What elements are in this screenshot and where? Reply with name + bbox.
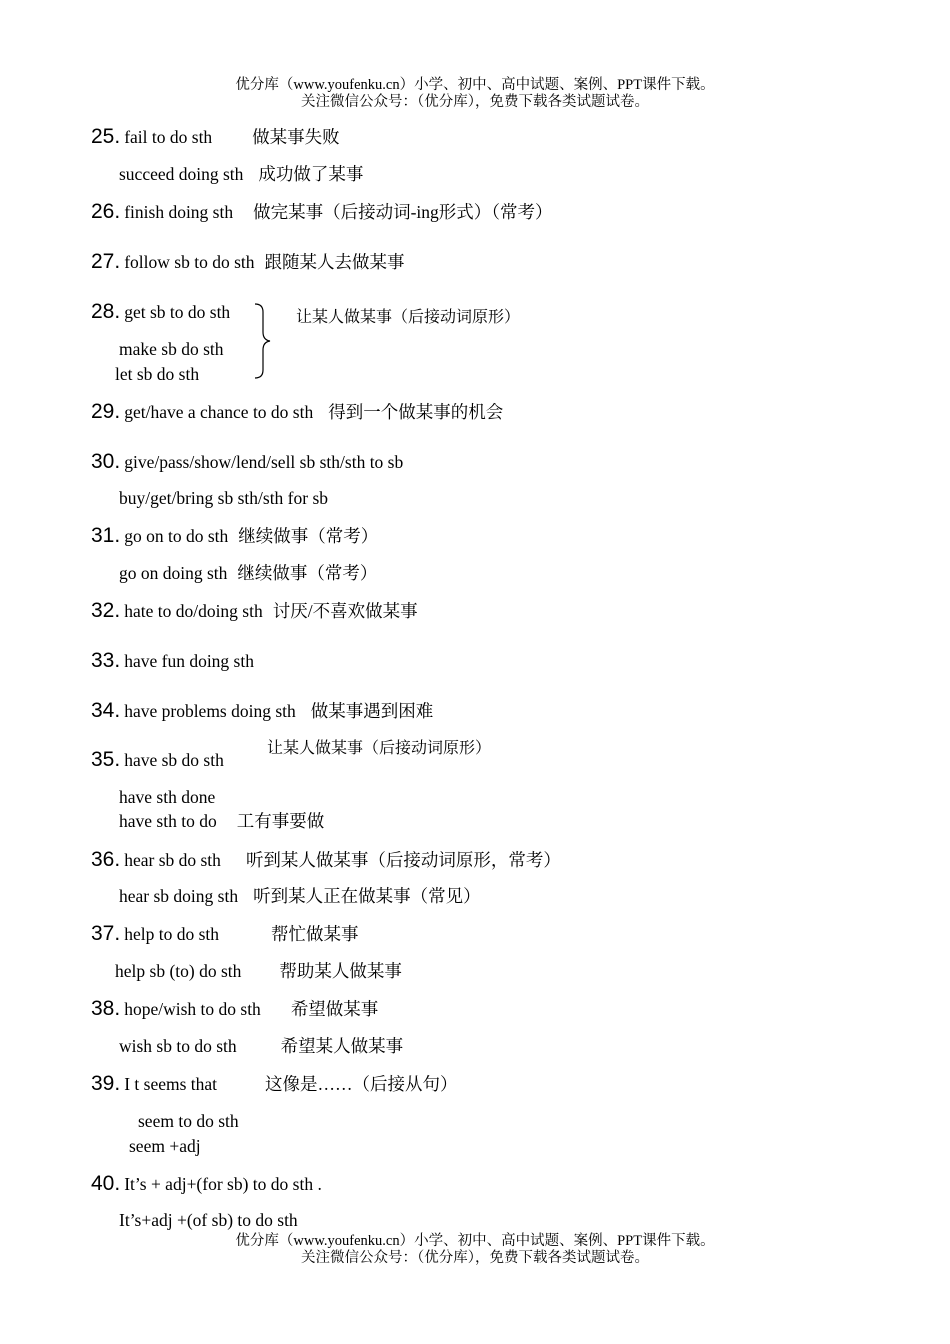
- entry-40: [91, 1173, 322, 1195]
- entry-number: 31.: [91, 524, 121, 547]
- entry-meaning: 帮忙做某事: [271, 924, 359, 944]
- entry-meaning: 做某事失败: [252, 127, 340, 147]
- footer-line-2: 关注微信公众号：（优分库），免费下载各类试题试卷。: [301, 1250, 649, 1266]
- entry-40-alt: [119, 1209, 298, 1231]
- entry-phrase: buy/get/bring sb sth/sth for sb: [119, 488, 329, 508]
- entry-number: 38.: [91, 997, 121, 1020]
- entry-33: [91, 650, 254, 672]
- entry-phrase: get/have a chance to do sth: [124, 402, 314, 422]
- entry-phrase: give/pass/show/lend/sell sb sth/sth to sb: [124, 452, 404, 472]
- entry-phrase: help to do sth: [124, 924, 219, 944]
- entry-phrase: have sth to do: [119, 811, 217, 831]
- entry-phrase: make sb do sth: [119, 339, 224, 359]
- page-header: [0, 77, 950, 111]
- entry-phrase: seem +adj: [129, 1136, 201, 1156]
- entry-26: [91, 201, 553, 223]
- footer-line-1: 优分库（www.youfenku.cn）小学、初中、高中试题、案例、PPT课件下载。: [235, 1233, 715, 1249]
- entry-phrase: go on doing sth: [119, 563, 228, 583]
- entry-phrase: have problems doing sth: [124, 701, 296, 721]
- right-brace-icon: [252, 302, 272, 380]
- entry-phrase: hear sb do sth: [124, 850, 221, 870]
- header-line-2: 关注微信公众号：（优分库），免费下载各类试题试卷。: [301, 94, 649, 110]
- header-line-1: 优分库（www.youfenku.cn）小学、初中、高中试题、案例、PPT课件下载。: [235, 77, 715, 93]
- entry-number: 29.: [91, 400, 121, 423]
- entry-36: [91, 849, 561, 871]
- entry-phrase: It’s+adj +(of sb) to do sth: [119, 1210, 298, 1230]
- entry-phrase: finish doing sth: [124, 202, 234, 222]
- entry-phrase: fail to do sth: [124, 127, 213, 147]
- entry-36-alt: [119, 885, 481, 907]
- entry-28-alt-2: [115, 363, 199, 385]
- entry-phrase: I t seems that: [124, 1074, 218, 1094]
- entry-meaning: 做完某事（后接动词-ing形式）（常考）: [253, 202, 553, 222]
- entry-35-alt-2: [119, 810, 324, 832]
- page-footer: [0, 1233, 950, 1267]
- entry-meaning: 做某事遇到困难: [310, 701, 434, 721]
- entry-meaning: 帮助某人做某事: [279, 961, 402, 981]
- entry-25-alt: [119, 163, 363, 185]
- entry-phrase: let sb do sth: [115, 364, 200, 384]
- entry-28: [91, 301, 230, 323]
- entry-phrase: hope/wish to do sth: [124, 999, 261, 1019]
- entry-30-alt: [119, 487, 328, 509]
- entry-35-alt-1: [119, 786, 215, 808]
- entry-38: [91, 998, 378, 1020]
- entry-phrase: have fun doing sth: [124, 651, 254, 671]
- entry-27: [91, 251, 405, 273]
- entry-34: [91, 700, 433, 722]
- entry-25: [91, 126, 340, 148]
- entry-phrase: hear sb doing sth: [119, 886, 239, 906]
- entry-phrase: get sb to do sth: [124, 302, 231, 322]
- entry-29: [91, 401, 503, 423]
- entry-number: 40.: [91, 1172, 121, 1195]
- entry-number: 39.: [91, 1072, 121, 1095]
- entry-32: [91, 600, 418, 622]
- entry-28-alt-1: [119, 338, 224, 360]
- entry-meaning: 工有事要做: [236, 811, 325, 831]
- entry-phrase: wish sb to do sth: [119, 1036, 237, 1056]
- entry-meaning: 得到一个做某事的机会: [328, 402, 504, 422]
- entry-phrase: have sb do sth: [124, 750, 224, 770]
- entry-phrase: have sth done: [119, 787, 216, 807]
- entry-meaning: 希望某人做某事: [280, 1036, 404, 1056]
- entry-31: [91, 525, 378, 547]
- entry-number: 34.: [91, 699, 121, 722]
- entry-phrase: succeed doing sth: [119, 164, 244, 184]
- entry-phrase: seem to do sth: [138, 1111, 239, 1131]
- entry-30: [91, 451, 403, 473]
- entry-meaning: 继续做事（常考）: [237, 563, 378, 583]
- entry-number: 30.: [91, 450, 121, 473]
- entry-meaning: 听到某人做某事（后接动词原形，常考）: [245, 850, 561, 870]
- entry-39-alt-1: [138, 1110, 239, 1132]
- entry-meaning: 听到某人正在做某事（常见）: [253, 886, 481, 906]
- entry-31-alt: [119, 562, 377, 584]
- entry-number: 26.: [91, 200, 121, 223]
- entry-phrase: go on to do sth: [124, 526, 229, 546]
- entry-meaning: 这像是……（后接从句）: [265, 1074, 458, 1094]
- entry-39-alt-2: [129, 1135, 201, 1157]
- entry-number: 35.: [91, 748, 121, 771]
- entry-37-alt: [115, 960, 402, 982]
- entry-phrase: help sb (to) do sth: [115, 961, 242, 981]
- entry-28-note: 让某人做某事（后接动词原形）: [296, 309, 521, 326]
- entry-35: [91, 749, 224, 771]
- entry-meaning: 继续做事（常考）: [238, 526, 379, 546]
- entry-39: [91, 1073, 458, 1095]
- entry-number: 36.: [91, 848, 121, 871]
- entry-meaning: 成功做了某事: [258, 164, 364, 184]
- entry-meaning: 讨厌/不喜欢做某事: [272, 601, 418, 621]
- entry-number: 33.: [91, 649, 121, 672]
- entry-meaning: 跟随某人去做某事: [264, 252, 405, 272]
- entry-number: 32.: [91, 599, 121, 622]
- entry-phrase: It’s + adj+(for sb) to do sth .: [124, 1174, 322, 1194]
- entry-number: 28.: [91, 300, 121, 323]
- entry-38-alt: [119, 1035, 403, 1057]
- entry-meaning: 希望做某事: [290, 999, 379, 1019]
- entry-phrase: hate to do/doing sth: [124, 601, 263, 621]
- entry-phrase: follow sb to do sth: [124, 252, 255, 272]
- entry-number: 27.: [91, 250, 121, 273]
- entry-number: 37.: [91, 922, 121, 945]
- entry-number: 25.: [91, 125, 121, 148]
- entry-37: [91, 923, 359, 945]
- entry-35-note: 让某人做某事（后接动词原形）: [267, 740, 492, 757]
